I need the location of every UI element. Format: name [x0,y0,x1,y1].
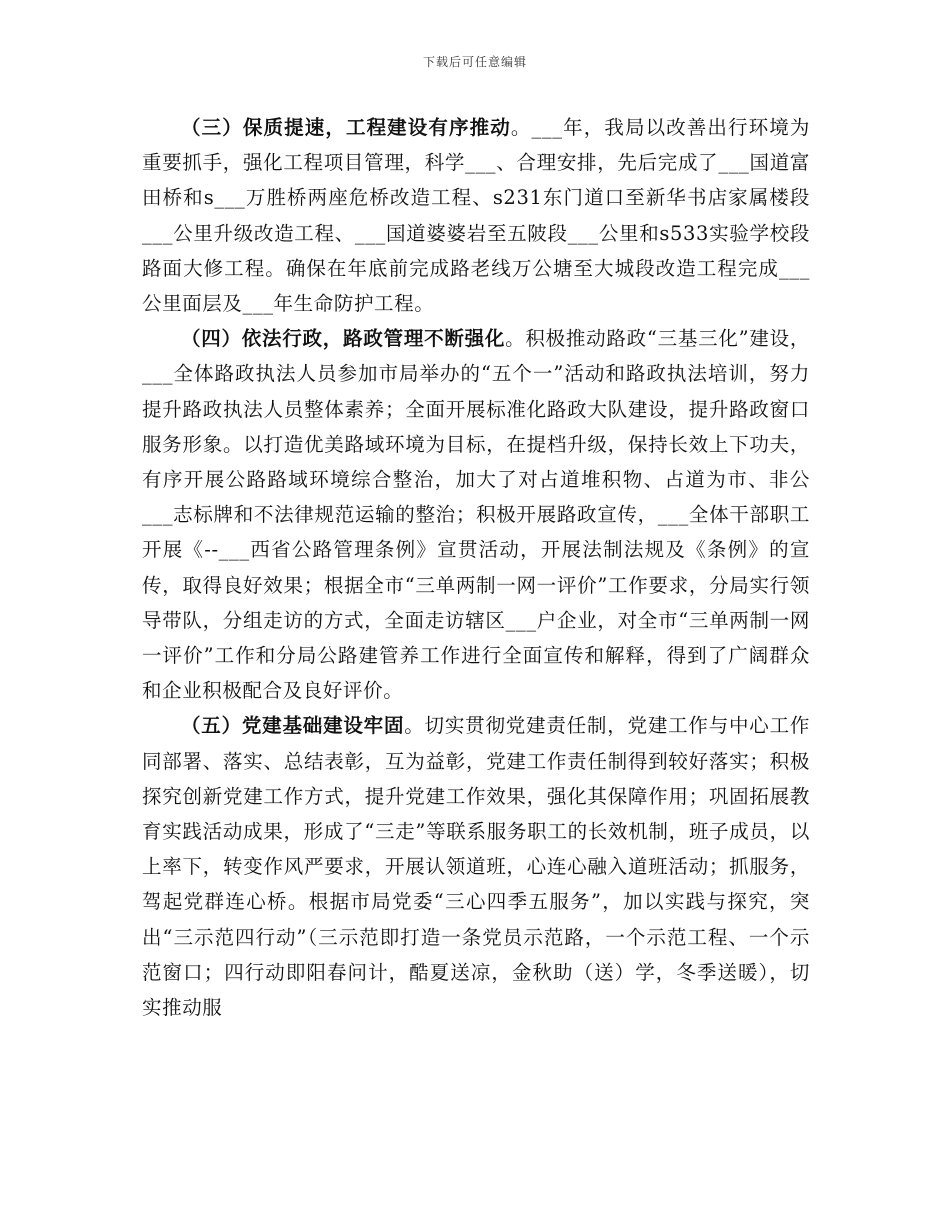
paragraph-text: 。切实贯彻党建责任制，党建工作与中心工作同部署、落实、总结表彰，互为益彰，党建工作责任制得到较好落实；积极探究创新党建工作方式，提升党建工作效果，强化其保障作用；巩固拓展教育实践活动成果，形成了“三走”等联系服务职工的长效机制，班子成员，以上率下，转变作风严要求，开展认领道班，心连心融入道班活动；抓服务，驾起党群连心桥。根据市局党委“三心四季五服务”，加以实践与探究，突出“三示范四行动”（三示范即打造一条党员示范路，一个示范工程、一个示范窗口；四行动即阳春问计，酷夏送凉，金秋助（送）学，冬季送暖），切实推动服 [142,714,810,1020]
paragraph-text: 。积极推动路政“三基三化”建设，___全体路政执法人员参加市局举办的“五个一”活动和路政执法培训，努力提升路政执法人员整体素养；全面开展标准化路政大队建设，提升路政窗口服务形象。以打造优美路域环境为目标，在提档升级，保持长效上下功夫，有序开展公路路域环境综合整治，加大了对占道堆积物、占道为市、非公___志标牌和不法律规范运输的整治；积极开展路政宣传，___全体干部职工开展《--___西省公路管理条例》宣贯活动，开展法制法规及《条例》的宣传，取得良好效果；根据全市“三单两制一网一评价”工作要求，分局实行领导带队，分组走访的方式，全面走访辖区___户企业，对全市“三单两制一网一评价”工作和分局公路建管养工作进行全面宣传和解释，得到了广阔群众和企业积极配合及良好评价。 [142,327,810,703]
section-heading: （三）保质提速，工程建设有序推动 [181,116,511,139]
section-heading: （五）党建基础建设牢固 [181,714,405,738]
paragraph-section-5 [142,708,810,1025]
document-body [142,110,810,1025]
page-header: 下载后可任意编辑 [422,55,527,69]
section-heading: （四）依法行政，路政管理不断强化 [181,327,506,351]
paragraph-section-4 [142,321,810,708]
paragraph-section-3 [142,110,810,321]
paragraph-text: 。___年，我局以改善出行环境为重要抓手，强化工程项目管理，科学___、合理安排，先后完成了___国道富田桥和s___万胜桥两座危桥改造工程、s231东门道口至新华书店家属楼段___公里升级改造工程、___国道婆婆岩至五陂段___公里和s533实验学校段路面大修工程。确保在年底前完成路老线万公塘至大城段改造工程完成___公里面层及___年生命防护工程。 [142,116,810,316]
